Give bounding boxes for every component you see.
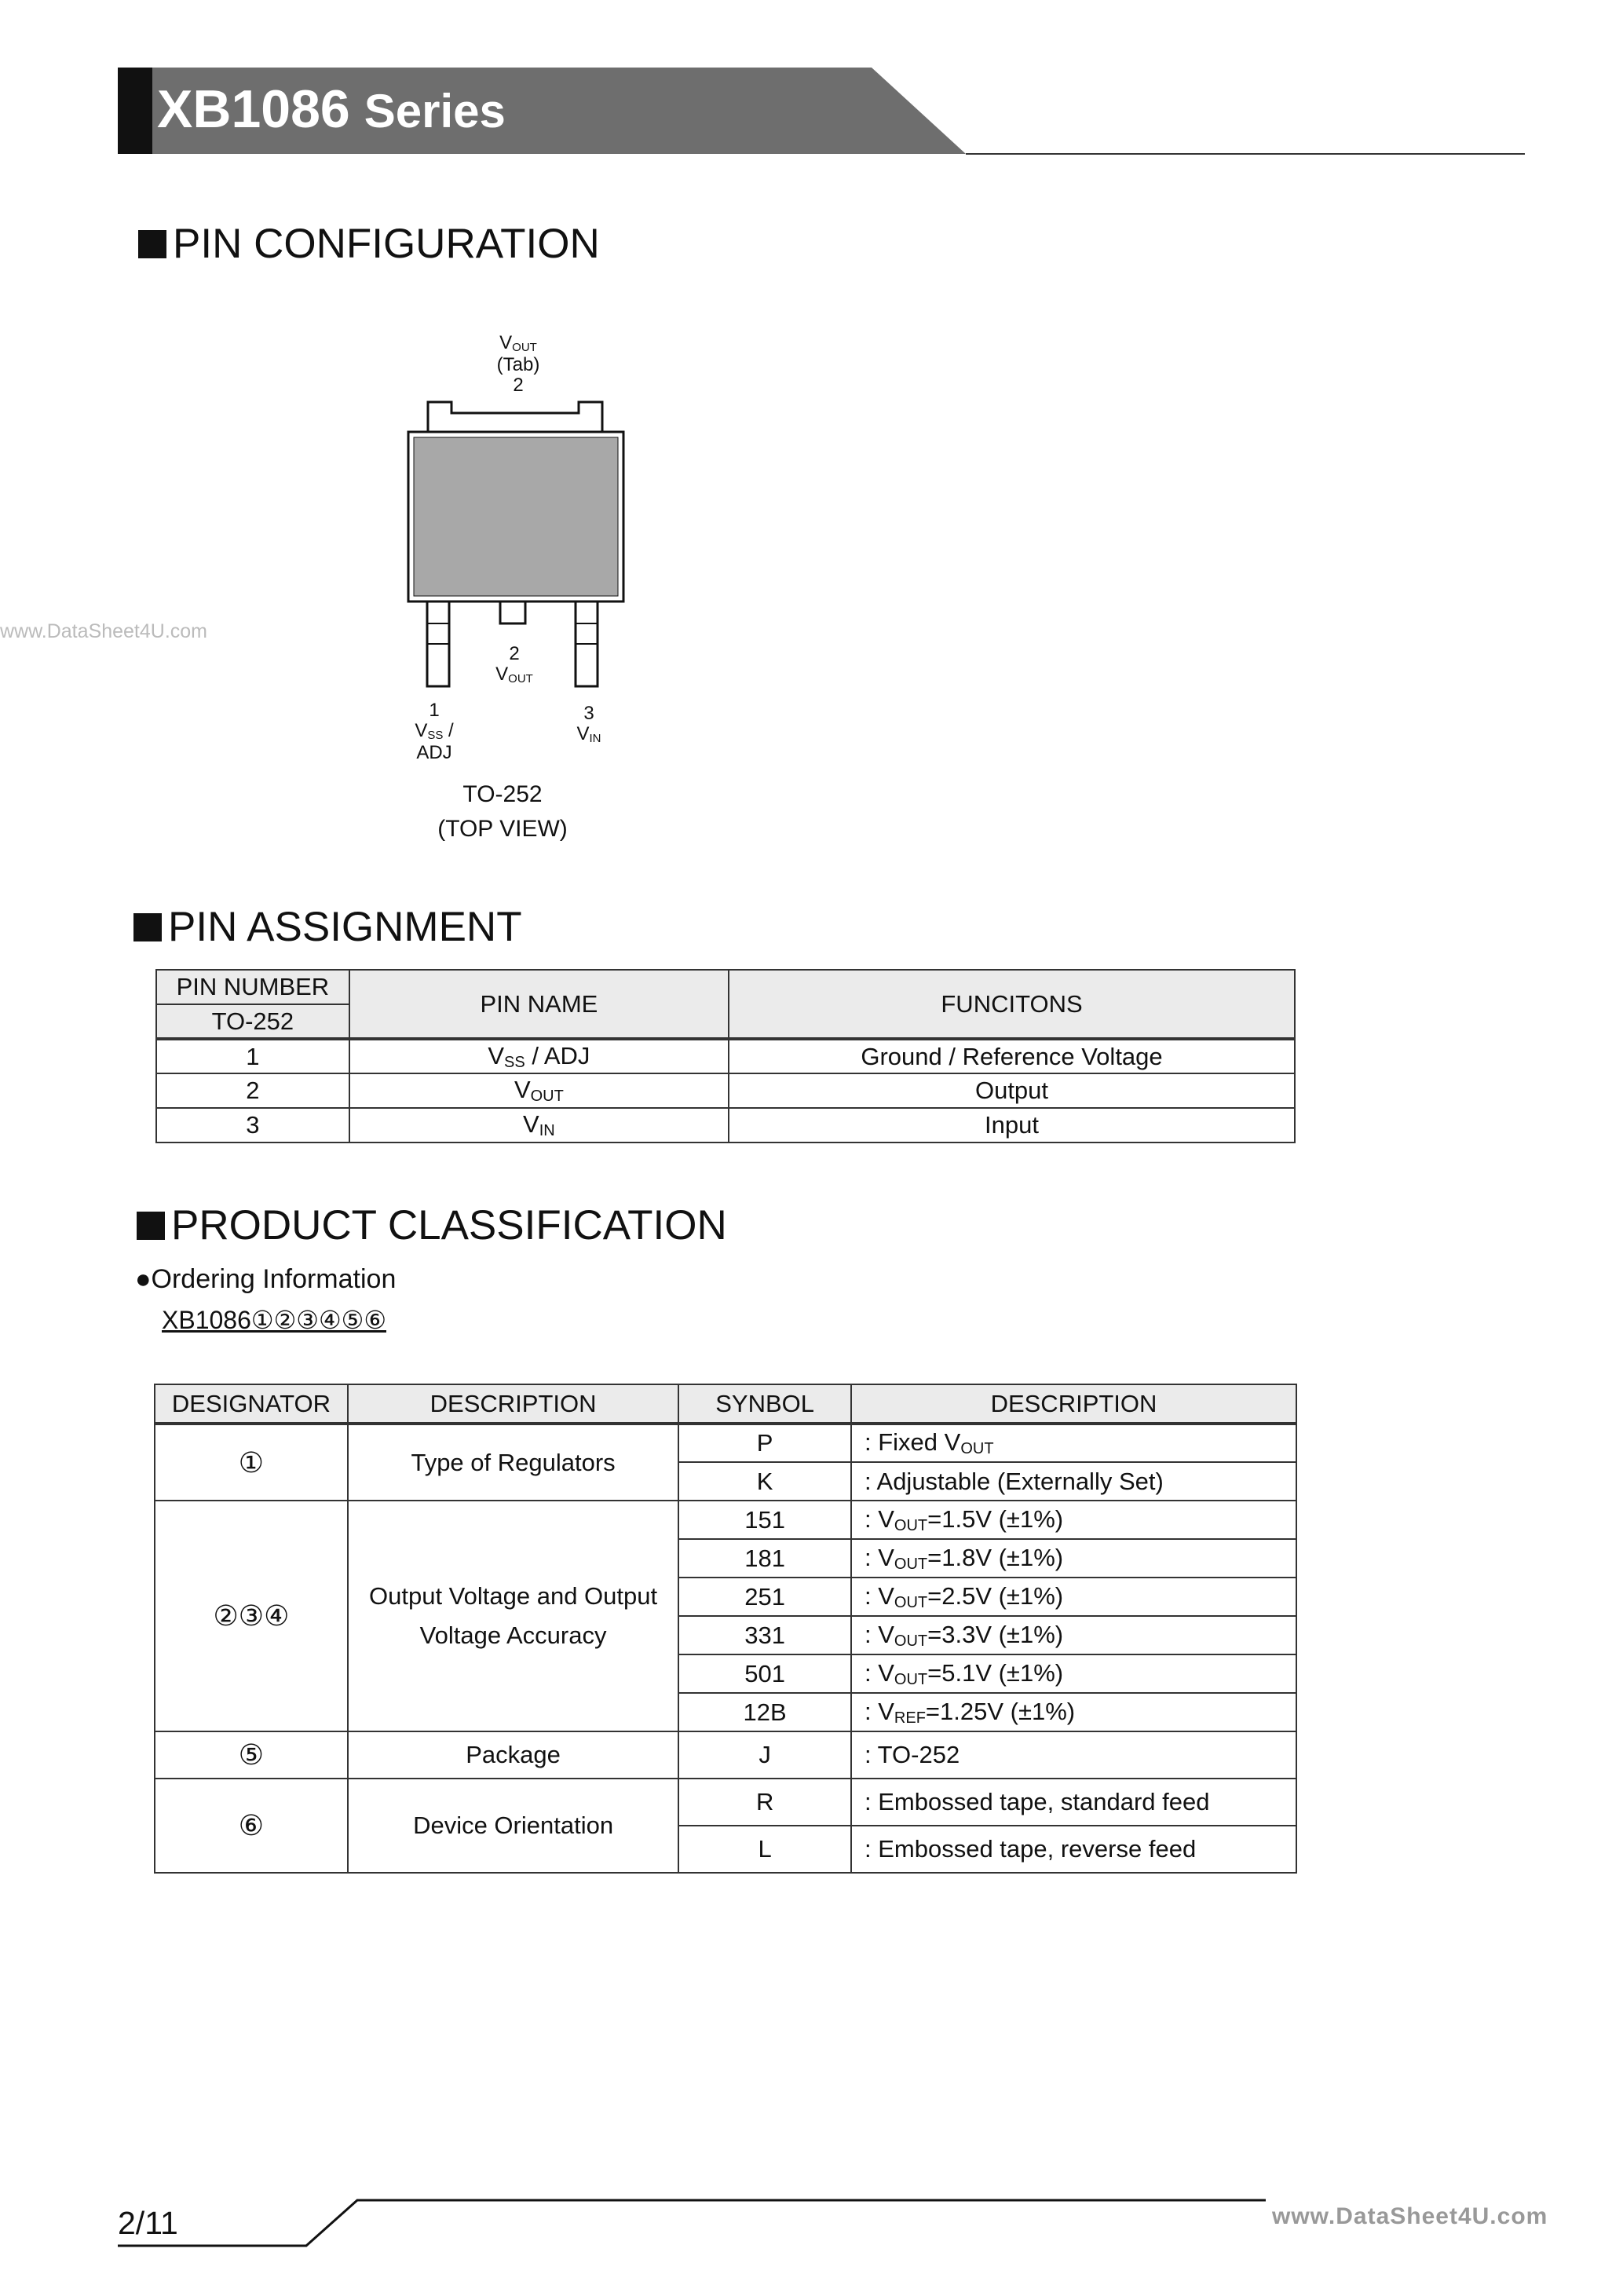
symbol-description-cell: : TO-252 xyxy=(851,1731,1296,1779)
symbol-cell: P xyxy=(678,1424,851,1462)
header-description: DESCRIPTION xyxy=(348,1384,678,1424)
pin-name-cell: $V_{SS}$ / ADJ xyxy=(349,1039,729,1073)
section-title-pin-configuration xyxy=(138,220,600,268)
table-row xyxy=(156,1039,1295,1073)
designator-cell: ⑥ xyxy=(155,1779,348,1873)
table-row xyxy=(155,1779,1296,1826)
symbol-description-cell: : $V_{OUT}=1.8V$ (±1%) xyxy=(851,1539,1296,1578)
symbol-description-cell: : Embossed tape, reverse feed xyxy=(851,1826,1296,1873)
ordering-code: XB1086①②③④⑤⑥ xyxy=(162,1306,386,1334)
symbol-cell: L xyxy=(678,1826,851,1873)
description-cell: Type of Regulators xyxy=(348,1424,678,1501)
symbol-cell: J xyxy=(678,1731,851,1779)
section-title-text: PIN ASSIGNMENT xyxy=(168,904,522,950)
square-bullet-icon xyxy=(138,230,166,258)
square-bullet-icon xyxy=(137,1212,165,1240)
symbol-cell: 151 xyxy=(678,1501,851,1539)
symbol-cell: 501 xyxy=(678,1654,851,1693)
pin-function-cell: Ground / Reference Voltage xyxy=(729,1039,1295,1073)
symbol-description-cell: : Embossed tape, standard feed xyxy=(851,1779,1296,1826)
table-row xyxy=(155,1424,1296,1462)
tab-pin-label: $V_{OUT}$ (Tab) 2 xyxy=(496,332,540,396)
description-cell: Device Orientation xyxy=(348,1779,678,1873)
header-pin-number: PIN NUMBER xyxy=(156,970,349,1004)
table-row xyxy=(155,1731,1296,1779)
pin2-stub xyxy=(500,601,525,623)
package-caption: TO-252 (TOP VIEW) xyxy=(437,781,568,842)
product-classification-table xyxy=(154,1384,1297,1874)
section-title-pin-assignment xyxy=(133,903,522,951)
symbol-cell: 331 xyxy=(678,1616,851,1654)
pin-function-cell: Output xyxy=(729,1073,1295,1108)
part-number: XB1086 xyxy=(157,79,350,139)
designator-cell: ⑤ xyxy=(155,1731,348,1779)
pin1-label: 1 $V_{SS}$ / ADJ xyxy=(415,700,454,763)
symbol-description-cell: : $V_{OUT}=3.3V$ (±1%) xyxy=(851,1616,1296,1654)
pin-number-cell: 1 xyxy=(156,1039,349,1073)
designator-cell: ②③④ xyxy=(155,1501,348,1731)
document-title xyxy=(157,79,506,140)
footer-watermark: www.DataSheet4U.com xyxy=(1272,2203,1548,2229)
header-pin-name: PIN NAME xyxy=(349,970,729,1039)
symbol-description-cell: : Fixed $V_{OUT}$ xyxy=(851,1424,1296,1462)
symbol-description-cell: : $V_{REF}=1.25V$ (±1%) xyxy=(851,1693,1296,1731)
header-description-2: DESCRIPTION xyxy=(851,1384,1296,1424)
designator-cell: ① xyxy=(155,1424,348,1501)
watermark-text: www.DataSheet4U.com xyxy=(0,620,208,642)
pin-name-cell: $V_{IN}$ xyxy=(349,1108,729,1143)
symbol-description-cell: : Adjustable (Externally Set) xyxy=(851,1462,1296,1501)
square-bullet-icon xyxy=(133,913,162,941)
symbol-cell: R xyxy=(678,1779,851,1826)
symbol-cell: 251 xyxy=(678,1578,851,1616)
pin2-label: 2 $V_{OUT}$ xyxy=(495,643,533,686)
symbol-cell: 12B xyxy=(678,1693,851,1731)
header-package: TO-252 xyxy=(156,1004,349,1039)
pin-number-cell: 3 xyxy=(156,1108,349,1143)
header-designator: DESIGNATOR xyxy=(155,1384,348,1424)
section-title-text: PIN CONFIGURATION xyxy=(173,221,600,267)
header-functions: FUNCITONS xyxy=(729,970,1295,1039)
symbol-cell: 181 xyxy=(678,1539,851,1578)
page-number: 2/11 xyxy=(118,2205,178,2241)
pin-function-cell: Input xyxy=(729,1108,1295,1143)
pin-number-cell: 2 xyxy=(156,1073,349,1108)
table-row xyxy=(155,1501,1296,1539)
section-title-text: PRODUCT CLASSIFICATION xyxy=(171,1202,727,1249)
pin-assignment-table xyxy=(155,969,1296,1143)
pin3-label: 3 $V_{IN}$ xyxy=(576,703,601,746)
table-row xyxy=(156,1073,1295,1108)
description-cell: Package xyxy=(348,1731,678,1779)
ordering-information-label: ●Ordering Information xyxy=(135,1264,397,1294)
table-row xyxy=(156,1108,1295,1143)
description-cell: Output Voltage and Output Voltage Accuracy xyxy=(348,1501,678,1731)
pin-name-cell: $V_{OUT}$ xyxy=(349,1073,729,1108)
header-symbol: SYNBOL xyxy=(678,1384,851,1424)
symbol-description-cell: : $V_{OUT}=2.5V$ (±1%) xyxy=(851,1578,1296,1616)
symbol-cell: K xyxy=(678,1462,851,1501)
symbol-description-cell: : $V_{OUT}=1.5V$ (±1%) xyxy=(851,1501,1296,1539)
series-label: Series xyxy=(364,85,506,137)
section-title-product-classification xyxy=(137,1201,727,1249)
symbol-description-cell: : $V_{OUT}=5.1V$ (±1%) xyxy=(851,1654,1296,1693)
